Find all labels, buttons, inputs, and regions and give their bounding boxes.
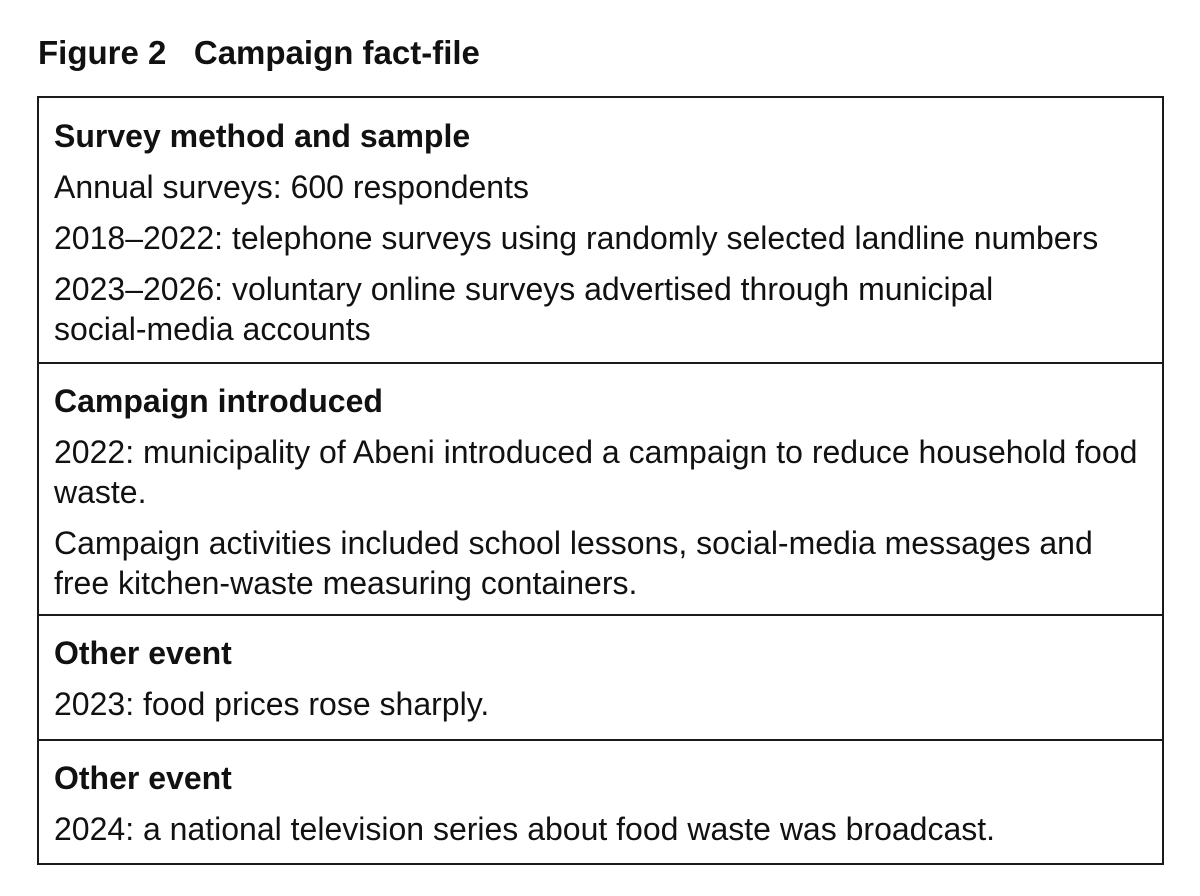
section-other-event-2024 [39, 741, 1162, 863]
section-text: 2023–2026: voluntary online surveys advertised through municipal social-media accounts [54, 271, 994, 347]
figure-title: Figure 2 Campaign fact-file [38, 34, 480, 71]
section-text: 2024: a national television series about food waste was broadcast. [54, 811, 996, 847]
section-text: 2022: municipality of Abeni introduced a campaign to reduce household food waste. [54, 434, 1138, 510]
fact-file-box [37, 96, 1164, 865]
section-text: Annual surveys: 600 respondents [54, 169, 529, 205]
section-survey-method [39, 98, 1162, 364]
section-other-event-2023 [39, 616, 1162, 741]
section-text: 2018–2022: telephone surveys using randomly selected landline numbers [54, 220, 1099, 256]
section-heading: Survey method and sample [54, 118, 471, 154]
section-heading: Campaign introduced [54, 383, 383, 419]
section-text: 2023: food prices rose sharply. [54, 686, 490, 722]
section-heading: Other event [54, 635, 232, 671]
section-text: Campaign activities included school lessons, social-media messages and free kitchen-waste measuring containers. [54, 525, 1093, 601]
section-heading: Other event [54, 760, 232, 796]
section-campaign-introduced [39, 364, 1162, 616]
